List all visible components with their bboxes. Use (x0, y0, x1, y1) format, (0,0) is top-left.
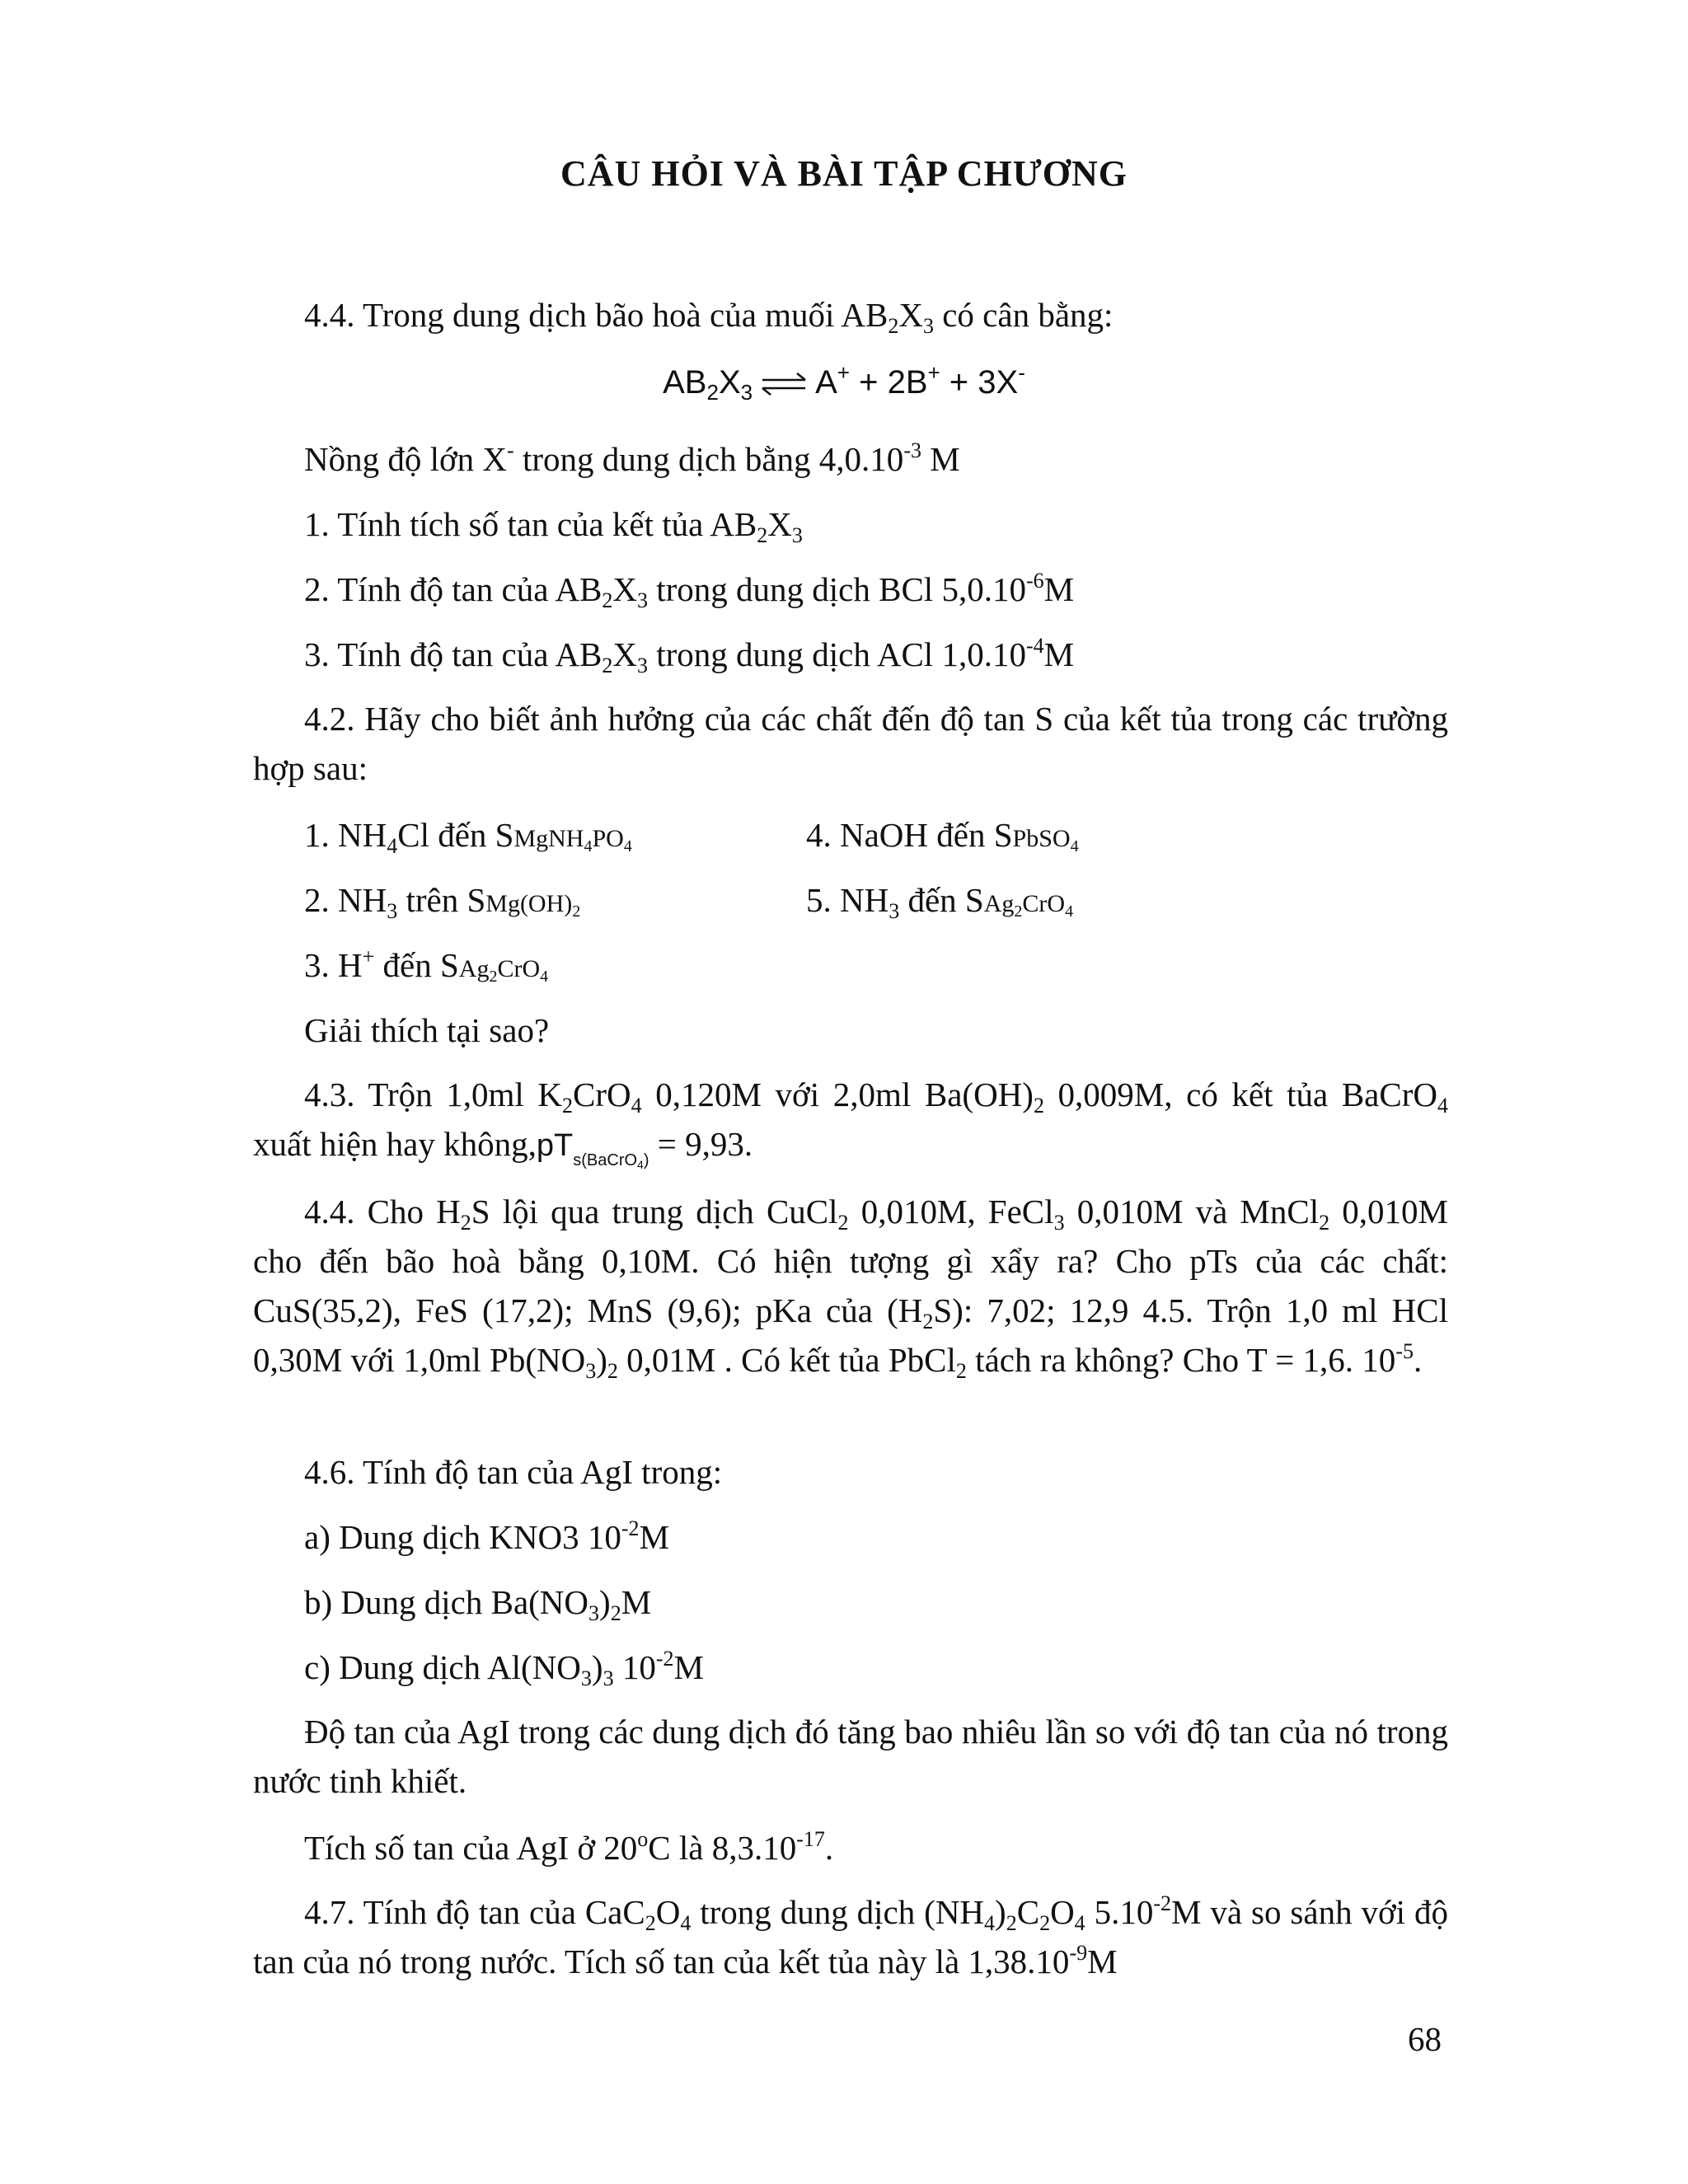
q42-item-4: 4. NaOH đến SPbSO$_4$ (806, 816, 1079, 855)
q46-item-a: a) Dung dịch KNO3 $10^{-2}M$ (304, 1516, 670, 1556)
q44-item-1: 1. Tính tích số tan của kết tủa $AB_2X_3$ (304, 505, 803, 547)
q44-item-3: 3. Tính độ tan của $AB_2X_3$ trong dung dịch ACl $1,0.10^{-4}M$ (304, 634, 1075, 677)
q46-solubility-product: Tích số tan của AgI ở 20$^o$C là $8,3.10^{-17}$. (304, 1827, 834, 1867)
equilibrium-arrow-icon (761, 372, 807, 396)
q46-description: Độ tan của AgI trong các dung dịch đó tăng bao nhiêu lần so với độ tan của nó trong nước tinh khiết. (253, 1713, 1448, 1800)
q44-concentration: Nồng độ lớn X- trong dung dịch bằng $4,0.10^{-3}$ M (304, 438, 960, 478)
page-number: 68 (1408, 2020, 1442, 2058)
q46-item-c: c) Dung dịch $Al(NO_3)_3$ $10^{-2}M$ (304, 1647, 704, 1690)
q44b-text: 4.4. Cho $H_2S$ lội qua trung dịch CuCl$_2$ 0,010M, FeCl$_3$ 0,010M và MnCl$_2$ 0,010M cho đến bão hoà bằng 0,10M. Có hiện tượng gì xẩy ra? Cho pTs của các chất: CuS(35,2), FeS (17,2); MnS (9,6); pKa của $(H_2S)$: 7,02; 12,9 4.5. Trộn 1,0 ml HCl 0,30M với 1,0ml $Pb(NO_3)_2$ 0,01M . Có kết tủa PbCl$_2$ tách ra không? Cho T = 1,6. $10^{-5}$. (253, 1193, 1448, 1383)
q44-intro: 4.4. Trong dung dịch bão hoà của muối $AB_2X_3$ có cân bằng: (304, 296, 1114, 338)
q42-item-1: 1. $NH_4Cl$ đến $SMgNH_4PO_4$ (304, 816, 632, 858)
q42-item-3: 3. H+ đến SAg$_2$CrO$_4$ (304, 944, 549, 986)
q47-text: 4.7. Tính độ tan của $CaC_2O_4$ trong dung dịch $(NH_4)_2C_2O_4$ $5.10^{-2}M$ và so sánh với độ tan của nó trong nước. Tích số tan của kết tủa này là $1,38.10^{-9}M$ (253, 1891, 1449, 1980)
q43-text: 4.3. Trộn 1,0ml $K_2CrO_4$ 0,120M với 2,0ml $Ba(OH)_2$ 0,009M, có kết tủa BaCrO$_4$ xuất hiện hay $không,pT_{s(BaCrO_4)} = 9,93$. (253, 1076, 1448, 1171)
q42-item-2: 2. $NH_3$ trên $SMg(OH)_2$ (304, 881, 581, 923)
q42-explain: Giải thích tại sao? (304, 1011, 550, 1049)
q44-item-2: 2. Tính độ tan của $AB_2X_3$ trong dung dịch BCl $5,0.10^{-6}M$ (304, 569, 1075, 612)
q46-intro: 4.6. Tính độ tan của AgI trong: (304, 1453, 723, 1491)
chapter-title: CÂU HỎI VÀ BÀI TẬP CHƯƠNG (560, 153, 1128, 194)
equilibrium-equation: $AB_2X_3$ A+ + 2B+ + 3X- (663, 360, 1025, 405)
q46-item-b: b) Dung dịch $Ba(NO_3)_2M$ (304, 1583, 652, 1625)
q42-intro: 4.2. Hãy cho biết ảnh hưởng của các chất đến độ tan S của kết tủa trong các trường hợp sau: (253, 700, 1448, 787)
q42-item-5: 5. $NH_3$ đến SAg$_2$CrO$_4$ (806, 881, 1074, 923)
